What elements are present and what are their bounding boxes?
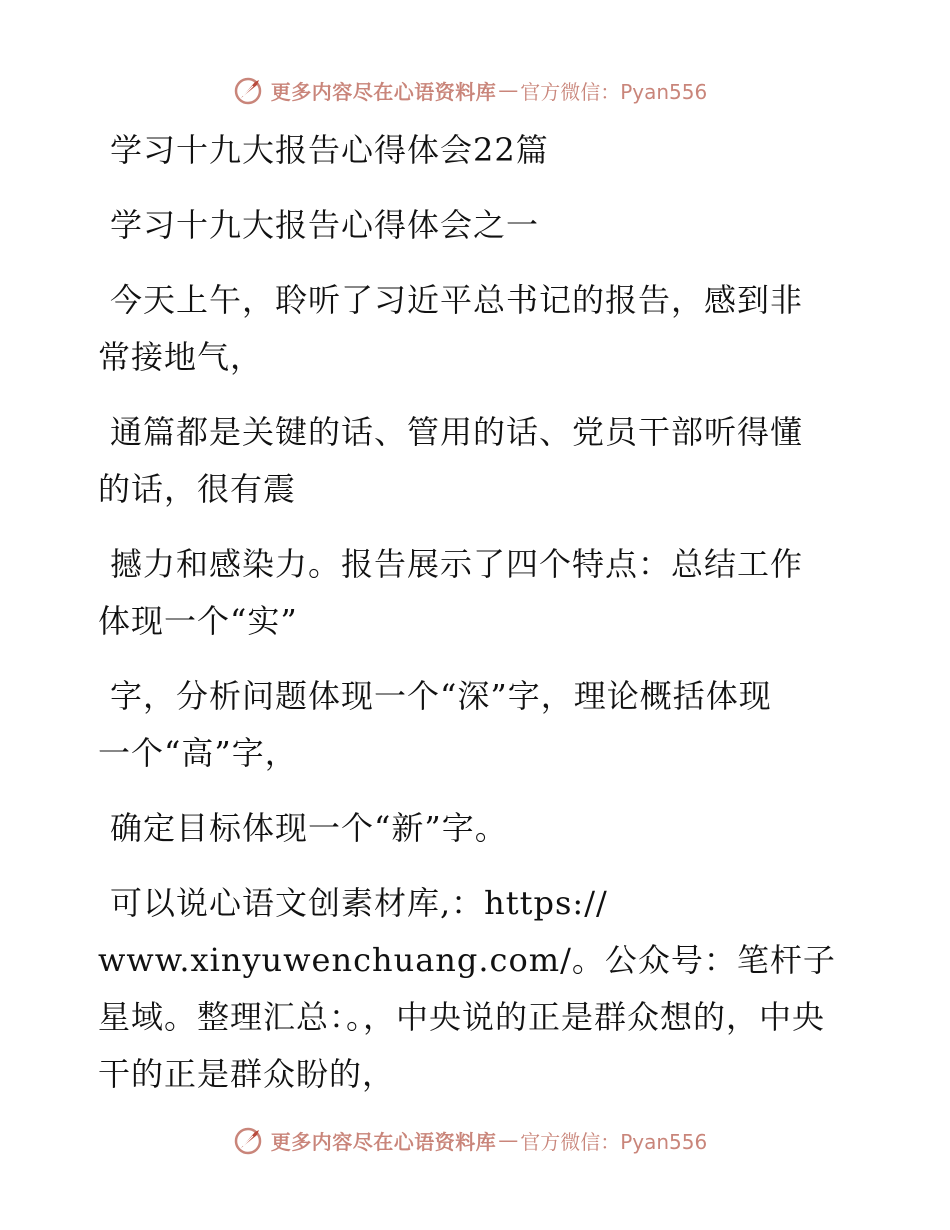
watermark-wechat-text: 官方微信：Pyan556 — [520, 1129, 708, 1154]
watermark-dash: — — [498, 78, 519, 102]
paragraph-1: 今天上午，聆听了习近平总书记的报告，感到非 常接地气， — [98, 281, 804, 376]
watermark-brand-text: 更多内容尽在心语资料库 — [270, 1129, 497, 1154]
paragraph-2: 通篇都是关键的话、管用的话、党员干部听得懂 的话，很有震 — [98, 413, 804, 508]
header-watermark — [0, 70, 950, 110]
quill-logo-icon — [233, 1124, 265, 1156]
quill-logo-icon — [233, 74, 265, 106]
watermark-dash: — — [498, 1128, 519, 1152]
document-subtitle: 学习十九大报告心得体会之一 — [110, 206, 540, 244]
document-body — [98, 122, 838, 1103]
paragraph-3: 撼力和感染力。报告展示了四个特点：总结工作 体现一个“实” — [98, 545, 804, 640]
footer-watermark — [0, 1120, 950, 1160]
paragraph-4: 字，分析问题体现一个“深”字，理论概括体现 一个“高”字， — [98, 677, 772, 772]
paragraph-5: 确定目标体现一个“新”字。 — [110, 809, 508, 847]
paragraph-6: 可以说心语文创素材库,：https:// www.xinyuwenchuang.com/。公众号：笔杆子星域。整理汇总：。，中央说的正是群众想的，中央干的正是群众盼的， — [98, 884, 836, 1093]
document-title: 学习十九大报告心得体会22篇 — [110, 131, 549, 169]
watermark-brand-text: 更多内容尽在心语资料库 — [270, 79, 497, 104]
watermark-wechat-text: 官方微信：Pyan556 — [520, 79, 708, 104]
